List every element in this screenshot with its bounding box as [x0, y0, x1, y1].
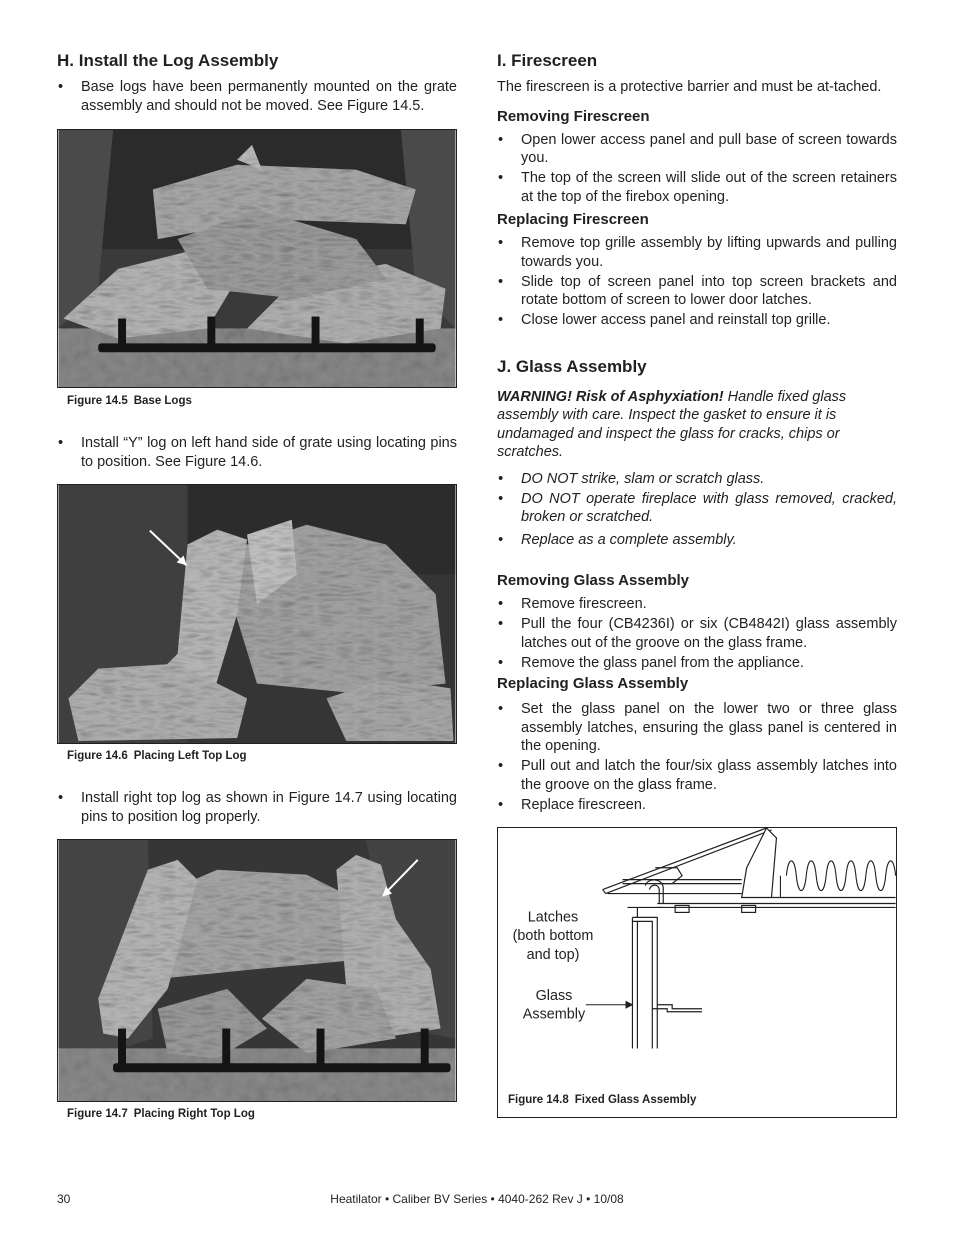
list-item: • Remove the glass panel from the appliance.	[497, 654, 897, 673]
right-top-log-illustration	[58, 840, 456, 1101]
footer-text: Heatilator • Caliber BV Series • 4040-262 Rev J • 10/08	[330, 1192, 624, 1206]
replacing-firescreen-heading: Replacing Firescreen	[497, 211, 649, 228]
figure-title: Fixed Glass Assembly	[574, 1094, 697, 1106]
removing-glass-heading: Removing Glass Assembly	[497, 572, 690, 589]
figure-number: Figure 14.6	[67, 750, 128, 762]
base-logs-illustration	[58, 130, 456, 387]
list-item: • DO NOT strike, slam or scratch glass.	[497, 470, 897, 489]
removing-firescreen-heading: Removing Firescreen	[497, 107, 650, 125]
section-i-heading: I. Firescreen	[497, 51, 598, 70]
list-item: • Open lower access panel and pull base of screen towards you.	[497, 131, 897, 168]
figure-number: Figure 14.5	[67, 395, 128, 407]
list-item: • Slide top of screen panel into top screen brackets and rotate bottom of screen to lower door latches.	[497, 273, 897, 310]
list-item: • Remove top grille assembly by lifting upwards and pulling towards you.	[497, 234, 897, 271]
latches-label-line-3: and top)	[526, 947, 580, 964]
figure-title: Placing Left Top Log	[133, 750, 247, 762]
figure-14-6-caption	[57, 749, 457, 763]
glass-warning	[497, 388, 897, 462]
list-item: • Install right top log as shown in Figure 14.7 using locating pins to position log properly.	[57, 789, 457, 826]
firescreen-intro: The firescreen is a protective barrier and must be at-tached.	[497, 79, 882, 95]
glass-assembly-diagram	[498, 828, 896, 1117]
list-item: • Pull out and latch the four/six glass assembly latches into the groove on the glass frame.	[497, 757, 897, 794]
warning-label: WARNING! Risk of Asphyxiation!	[497, 388, 724, 405]
section-h-list-2	[57, 434, 457, 471]
list-item: • DO NOT operate fireplace with glass removed, cracked, broken or scratched.	[497, 490, 897, 527]
glass-warning-list	[497, 470, 897, 550]
section-j-heading: J. Glass Assembly	[497, 356, 647, 376]
section-h-list-1	[57, 78, 457, 115]
list-item: • Close lower access panel and reinstall top grille.	[497, 311, 897, 330]
list-item: • Install “Y” log on left hand side of grate using locating pins to position. See Figure 14.6.	[57, 434, 457, 471]
list-item: • Set the glass panel on the lower two or three glass assembly latches, ensuring the glass panel is centered in the opening.	[497, 700, 897, 756]
glass-label-line-1: Glass	[535, 987, 573, 1004]
figure-right-top-log-photo	[57, 839, 457, 1102]
left-top-log-illustration	[58, 485, 456, 743]
list-item: • Replace as a complete assembly.	[497, 531, 897, 550]
figure-number: Figure 14.8	[508, 1094, 569, 1106]
latches-label-line-2: (both bottom	[512, 928, 594, 945]
section-h-heading: H. Install the Log Assembly	[57, 51, 279, 70]
figure-title: Placing Right Top Log	[133, 1108, 255, 1120]
glass-label-line-2: Assembly	[522, 1006, 586, 1023]
removing-firescreen-list	[497, 131, 897, 207]
warning-text: Handle fixed glass assembly with care. Inspect the gasket to ensure it is undamaged and inspect the glass for cracks, chips or scratches.	[497, 388, 847, 460]
replacing-firescreen-list	[497, 234, 897, 330]
figure-14-7-caption	[57, 1107, 457, 1121]
left-column	[57, 50, 457, 1121]
figure-number: Figure 14.7	[67, 1108, 128, 1120]
latches-label-line-1: Latches	[527, 909, 579, 926]
figure-left-top-log-photo	[57, 484, 457, 744]
list-item: • Pull the four (CB4236I) or six (CB4842I) glass assembly latches out of the groove on the glass frame.	[497, 615, 897, 652]
figure-14-5-caption	[57, 394, 457, 408]
figure-title: Base Logs	[133, 395, 192, 407]
list-item: • Replace firescreen.	[497, 796, 897, 815]
list-item: • The top of the screen will slide out of the screen retainers at the top of the firebox opening.	[497, 169, 897, 206]
page-number: 30	[57, 1192, 71, 1206]
list-item: • Remove firescreen.	[497, 595, 897, 614]
list-item: • Base logs have been permanently mounted on the grate assembly and should not be moved. See Figure 14.5.	[57, 78, 457, 115]
right-column	[497, 50, 897, 1118]
replacing-glass-list	[497, 700, 897, 814]
figure-14-8-caption	[498, 1093, 696, 1107]
replacing-glass-heading: Replacing Glass Assembly	[497, 675, 689, 692]
section-h-list-3	[57, 789, 457, 826]
figure-base-logs-photo	[57, 129, 457, 388]
removing-glass-list	[497, 595, 897, 672]
figure-fixed-glass-assembly	[497, 827, 897, 1118]
